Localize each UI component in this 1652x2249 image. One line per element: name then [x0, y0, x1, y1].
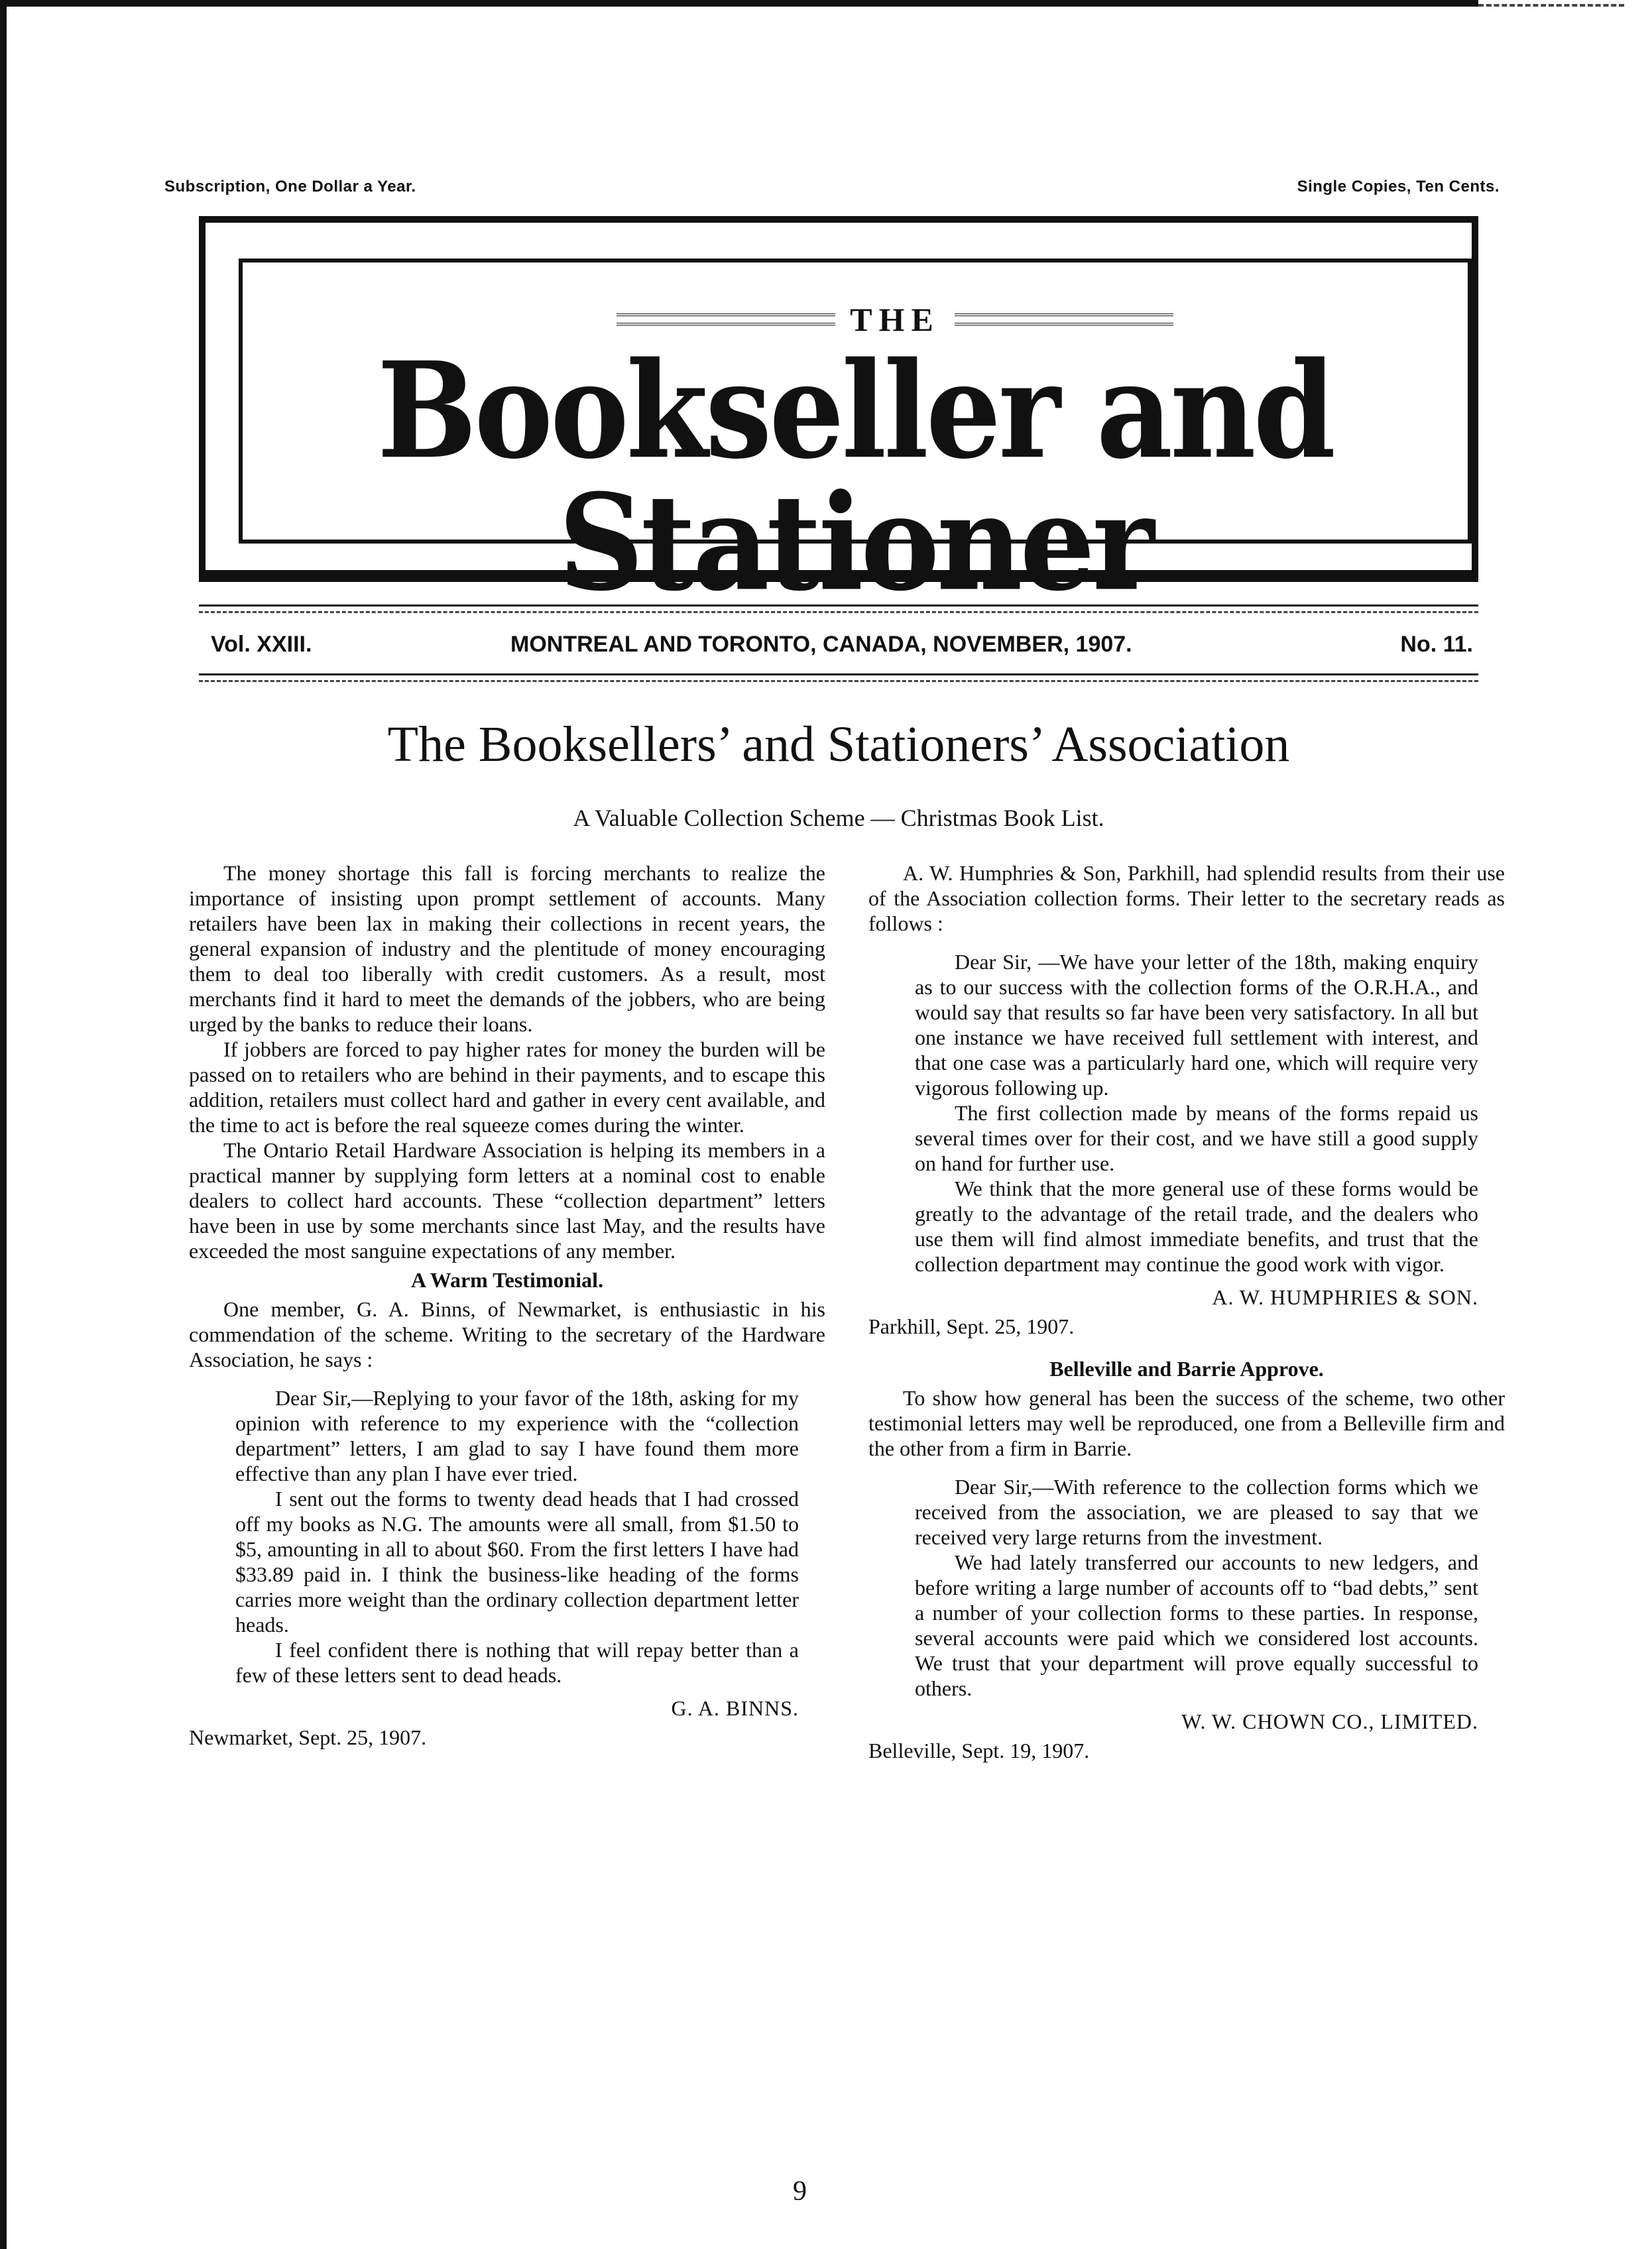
rule-above-issue	[199, 605, 1478, 606]
section-heading: Belleville and Barrie Approve.	[1049, 1357, 1324, 1381]
paragraph: If jobbers are forced to pay higher rates for money the burden will be passed on to retailers who are behind in their payments, and to escape this addition, retailers must collect hard and gather in every cent available, and the time to act is before the real squeeze comes during the winter.	[189, 1037, 825, 1137]
subscription-price: Subscription, One Dollar a Year.	[164, 178, 416, 196]
section-heading: A Warm Testimonial.	[410, 1268, 604, 1292]
letter-dateline: Parkhill, Sept. 25, 1907.	[868, 1314, 1075, 1338]
page-border-top	[0, 0, 1478, 7]
article-headline: The Booksellers’ and Stationers’ Association	[387, 717, 1290, 772]
publication-title: Bookseller and Stationer	[377, 333, 1334, 620]
quoted-letter-paragraph: Dear Sir,—Replying to your favor of the 18th, asking for my opinion with reference to my experience with the “collection department” letters, I am glad to say I have found them more effective than any plan I have ever tried.	[235, 1386, 799, 1485]
quoted-letter-paragraph: I feel confident there is nothing that will repay better than a few of these letters sent to dead heads.	[235, 1638, 799, 1687]
letter-signature: A. W. HUMPHRIES & SON.	[1212, 1285, 1478, 1309]
issue-place-date: MONTREAL AND TORONTO, CANADA, NOVEMBER, 1907.	[510, 632, 1132, 657]
page-border-top-dashed	[1478, 4, 1624, 7]
article-column-right	[868, 860, 1505, 1763]
paragraph: The money shortage this fall is forcing merchants to realize the importance of insisting upon prompt settlement of accounts. Many retailers have been lax in making their collections in recent years, the general expansion of industry and the plentitude of money encouraging them to deal too liberally with credit customers. As a result, most merchants find it hard to meet the demands of the jobbers, who are being urged by the banks to reduce their loans.	[189, 861, 825, 1036]
page-number: 9	[793, 2176, 807, 2207]
issue-number: No. 11.	[1400, 632, 1473, 657]
quoted-letter-paragraph: Dear Sir, —We have your letter of the 18th, making enquiry as to our success with the collection forms of the O.R.H.A., and would say that results so far have been very satisfactory. In all but one instance we have received full settlement with interest, and that one case was a particularly hard one, which will require very vigorous following up.	[915, 950, 1478, 1100]
page-border-left	[0, 0, 7, 2249]
rule-below-issue-dashed	[199, 680, 1478, 682]
quoted-letter-paragraph: Dear Sir,—With reference to the collection forms which we received from the association, we are pleased to say that we received very large returns from the investment.	[915, 1475, 1478, 1549]
rule-below-issue	[199, 673, 1478, 675]
quoted-letter-paragraph: The first collection made by means of the forms repaid us several times over for their cost, and we have still a good supply on hand for further use.	[915, 1101, 1478, 1175]
quoted-letter-paragraph: I sent out the forms to twenty dead heads that I had crossed off my books as N.G. The amounts were all small, from $1.50 to $5, amounting in all to about $60. From the first letters I have had $33.89 paid in. I think the business-like heading of the forms carries more weight than the ordinary collection department letter heads.	[235, 1487, 799, 1637]
quoted-letter-paragraph: We had lately transferred our accounts to new ledgers, and before writing a large number of accounts off to “bad debts,” sent a number of your collection forms to these parties. In response, several accounts were paid which we considered lost accounts. We trust that your department will prove equally successful to others.	[915, 1550, 1478, 1700]
letter-signature: G. A. BINNS.	[671, 1696, 799, 1720]
masthead-the: THE	[850, 301, 940, 338]
paragraph: A. W. Humphries & Son, Parkhill, had splendid results from their use of the Association collection forms. Their letter to the secretary reads as follows :	[868, 861, 1505, 935]
ornament-rule-left	[617, 314, 835, 325]
ornament-rule-right	[955, 314, 1173, 325]
paragraph: The Ontario Retail Hardware Association is helping its members in a practical manner by supplying form letters at a nominal cost to enable dealers to collect hard accounts. These “collection department” letters have been in use by some merchants since last May, and the results have exceeded the most sanguine expectations of any member.	[189, 1138, 825, 1263]
single-copy-price: Single Copies, Ten Cents.	[1297, 178, 1500, 196]
rule-above-issue-dashed	[199, 611, 1478, 613]
letter-dateline: Newmarket, Sept. 25, 1907.	[189, 1725, 427, 1749]
letter-dateline: Belleville, Sept. 19, 1907.	[868, 1739, 1090, 1762]
paragraph: To show how general has been the success of the scheme, two other testimonial letters may well be reproduced, one from a Belleville firm and the other from a firm in Barrie.	[868, 1386, 1505, 1460]
paragraph: One member, G. A. Binns, of Newmarket, is enthusiastic in his commendation of the scheme. Writing to the secretary of the Hardware Association, he says :	[189, 1297, 825, 1371]
quoted-letter-paragraph: We think that the more general use of these forms would be greatly to the advantage of the retail trade, and the dealers who use them will find almost immediate benefits, and trust that the collection department may continue the good work with vigor.	[915, 1177, 1478, 1276]
article-subhead: A Valuable Collection Scheme — Christmas Book List.	[573, 805, 1104, 831]
article-column-left	[189, 860, 825, 1750]
volume-number: Vol. XXIII.	[211, 632, 312, 657]
letter-signature: W. W. CHOWN CO., LIMITED.	[1181, 1709, 1478, 1733]
